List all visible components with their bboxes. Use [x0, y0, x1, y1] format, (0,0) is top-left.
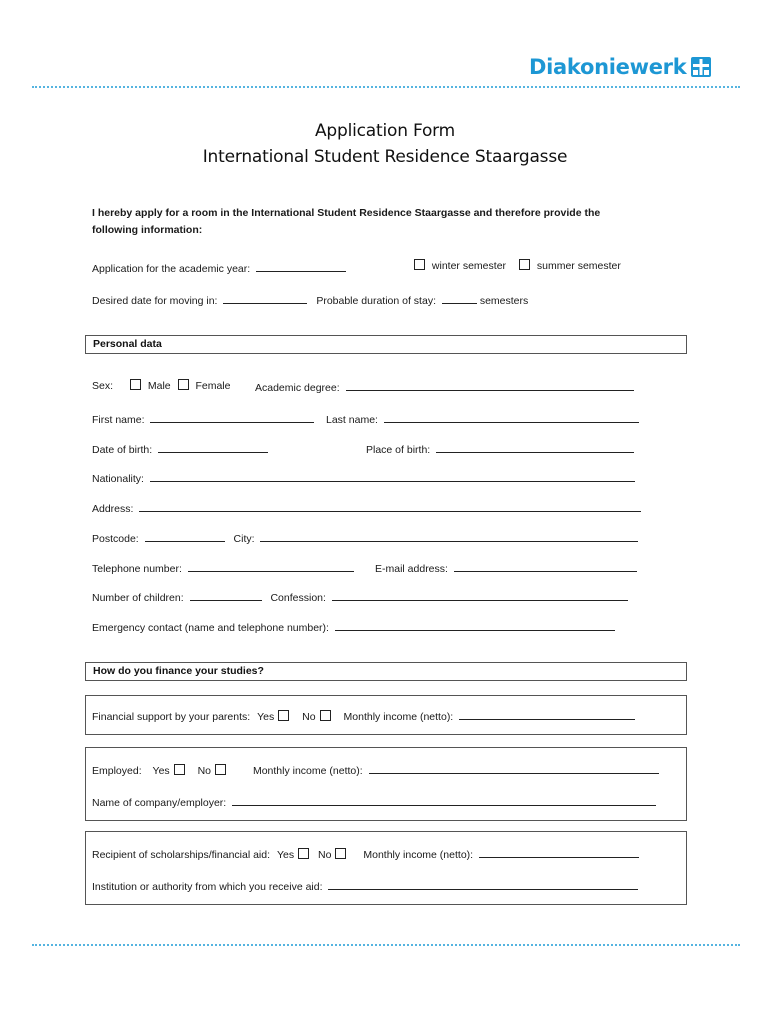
scholarship-monthly-field[interactable]: [479, 846, 639, 858]
degree-label: Academic degree:: [255, 382, 340, 394]
scholarship-label: Recipient of scholarships/financial aid:: [92, 849, 271, 861]
city-label: City:: [233, 533, 255, 545]
company-field[interactable]: [232, 794, 656, 806]
parents-no-label: No: [302, 711, 316, 723]
pob-row: [366, 441, 634, 456]
pob-label: Place of birth:: [366, 444, 431, 456]
duration-label: Probable duration of stay:: [316, 295, 436, 307]
header-divider: [32, 86, 740, 88]
brand-logo: [529, 53, 744, 81]
moving-label: Desired date for moving in:: [92, 295, 218, 307]
scholarship-monthly-label: Monthly income (netto):: [363, 849, 474, 861]
children-row: [92, 589, 628, 604]
last-name-row: [326, 411, 639, 426]
degree-field[interactable]: [346, 379, 634, 391]
email-row: [375, 560, 637, 575]
employed-monthly-field[interactable]: [369, 762, 659, 774]
summer-semester-checkbox[interactable]: [519, 259, 530, 270]
footer-divider: [32, 944, 740, 946]
scholarship-yes-checkbox[interactable]: [298, 848, 309, 859]
parents-monthly-field[interactable]: [459, 708, 635, 720]
last-name-label: Last name:: [326, 414, 378, 426]
intro-line-1: I hereby apply for a room in the International Student Residence Staargasse and therefore provide the: [92, 207, 601, 219]
phone-field[interactable]: [188, 560, 354, 572]
emergency-field[interactable]: [335, 619, 615, 631]
parents-label: Financial support by your parents:: [92, 711, 251, 723]
employed-no-label: No: [197, 765, 212, 777]
academic-year-row: [92, 260, 346, 275]
sex-label: Sex:: [92, 380, 114, 392]
finance-heading-label: How do you finance your studies?: [93, 665, 264, 677]
scholarship-row: [92, 846, 639, 861]
nationality-row: [92, 470, 635, 485]
employed-no-checkbox[interactable]: [215, 764, 226, 775]
children-field[interactable]: [190, 589, 262, 601]
dob-row: [92, 441, 268, 456]
address-row: [92, 500, 641, 515]
pob-field[interactable]: [436, 441, 634, 453]
emergency-row: [92, 619, 615, 634]
logo-text: Diakoniewerk: [529, 55, 687, 79]
phone-label: Telephone number:: [92, 563, 182, 575]
female-checkbox[interactable]: [178, 379, 189, 390]
nationality-label: Nationality:: [92, 473, 144, 485]
academic-year-field[interactable]: [256, 260, 346, 272]
last-name-field[interactable]: [384, 411, 639, 423]
company-label: Name of company/employer:: [92, 797, 227, 809]
parents-monthly-label: Monthly income (netto):: [343, 711, 454, 723]
scholarship-no-label: No: [318, 849, 332, 861]
page-title: [0, 118, 770, 170]
winter-semester-checkbox[interactable]: [414, 259, 425, 270]
scholarship-yes-label: Yes: [276, 849, 295, 861]
scholarship-box: [85, 831, 687, 905]
scholarship-no-checkbox[interactable]: [335, 848, 346, 859]
address-field[interactable]: [139, 500, 641, 512]
phone-row: [92, 560, 354, 575]
first-name-label: First name:: [92, 414, 145, 426]
moving-date-field[interactable]: [223, 292, 307, 304]
finance-heading: [85, 662, 687, 681]
employed-yes-label: Yes: [152, 765, 170, 777]
nationality-field[interactable]: [150, 470, 635, 482]
cross-icon: [691, 57, 711, 77]
parents-yes-checkbox[interactable]: [278, 710, 289, 721]
first-name-row: [92, 411, 314, 426]
employment-box: [85, 747, 687, 821]
postcode-field[interactable]: [145, 530, 225, 542]
institution-label: Institution or authority from which you receive aid:: [92, 881, 323, 893]
email-field[interactable]: [454, 560, 637, 572]
employed-yes-checkbox[interactable]: [174, 764, 185, 775]
parents-row: [92, 708, 635, 723]
personal-data-heading-label: Personal data: [93, 338, 162, 350]
summer-semester-label: summer semester: [536, 260, 621, 272]
dob-label: Date of birth:: [92, 444, 153, 456]
postcode-row: [92, 530, 638, 545]
email-label: E-mail address:: [375, 563, 448, 575]
address-label: Address:: [92, 503, 134, 515]
children-label: Number of children:: [92, 592, 184, 604]
first-name-field[interactable]: [150, 411, 314, 423]
title-line-1: Application Form: [314, 121, 455, 141]
parents-yes-label: Yes: [257, 711, 275, 723]
emergency-label: Emergency contact (name and telephone number):: [92, 622, 329, 634]
sex-row: [92, 379, 230, 392]
parents-no-checkbox[interactable]: [320, 710, 331, 721]
semester-choice: [410, 259, 621, 272]
personal-data-heading: [85, 335, 687, 354]
institution-row: [92, 878, 638, 893]
male-label: Male: [147, 380, 171, 392]
employed-monthly-label: Monthly income (netto):: [252, 765, 363, 777]
title-line-2: International Student Residence Staargasse: [202, 147, 568, 167]
duration-field[interactable]: [442, 292, 477, 304]
confession-label: Confession:: [270, 592, 326, 604]
academic-year-label: Application for the academic year:: [92, 263, 251, 275]
female-label: Female: [195, 380, 231, 392]
moving-row: [92, 292, 528, 307]
employed-row: [92, 762, 659, 777]
institution-field[interactable]: [328, 878, 638, 890]
winter-semester-label: winter semester: [431, 260, 507, 272]
semesters-label: semesters: [479, 295, 529, 307]
employed-label: Employed:: [92, 765, 142, 777]
confession-field[interactable]: [332, 589, 628, 601]
degree-row: [255, 379, 634, 394]
dob-field[interactable]: [158, 441, 268, 453]
intro-line-2: following information:: [92, 224, 203, 236]
male-checkbox[interactable]: [130, 379, 141, 390]
company-row: [92, 794, 656, 809]
postcode-label: Postcode:: [92, 533, 139, 545]
city-field[interactable]: [260, 530, 638, 542]
